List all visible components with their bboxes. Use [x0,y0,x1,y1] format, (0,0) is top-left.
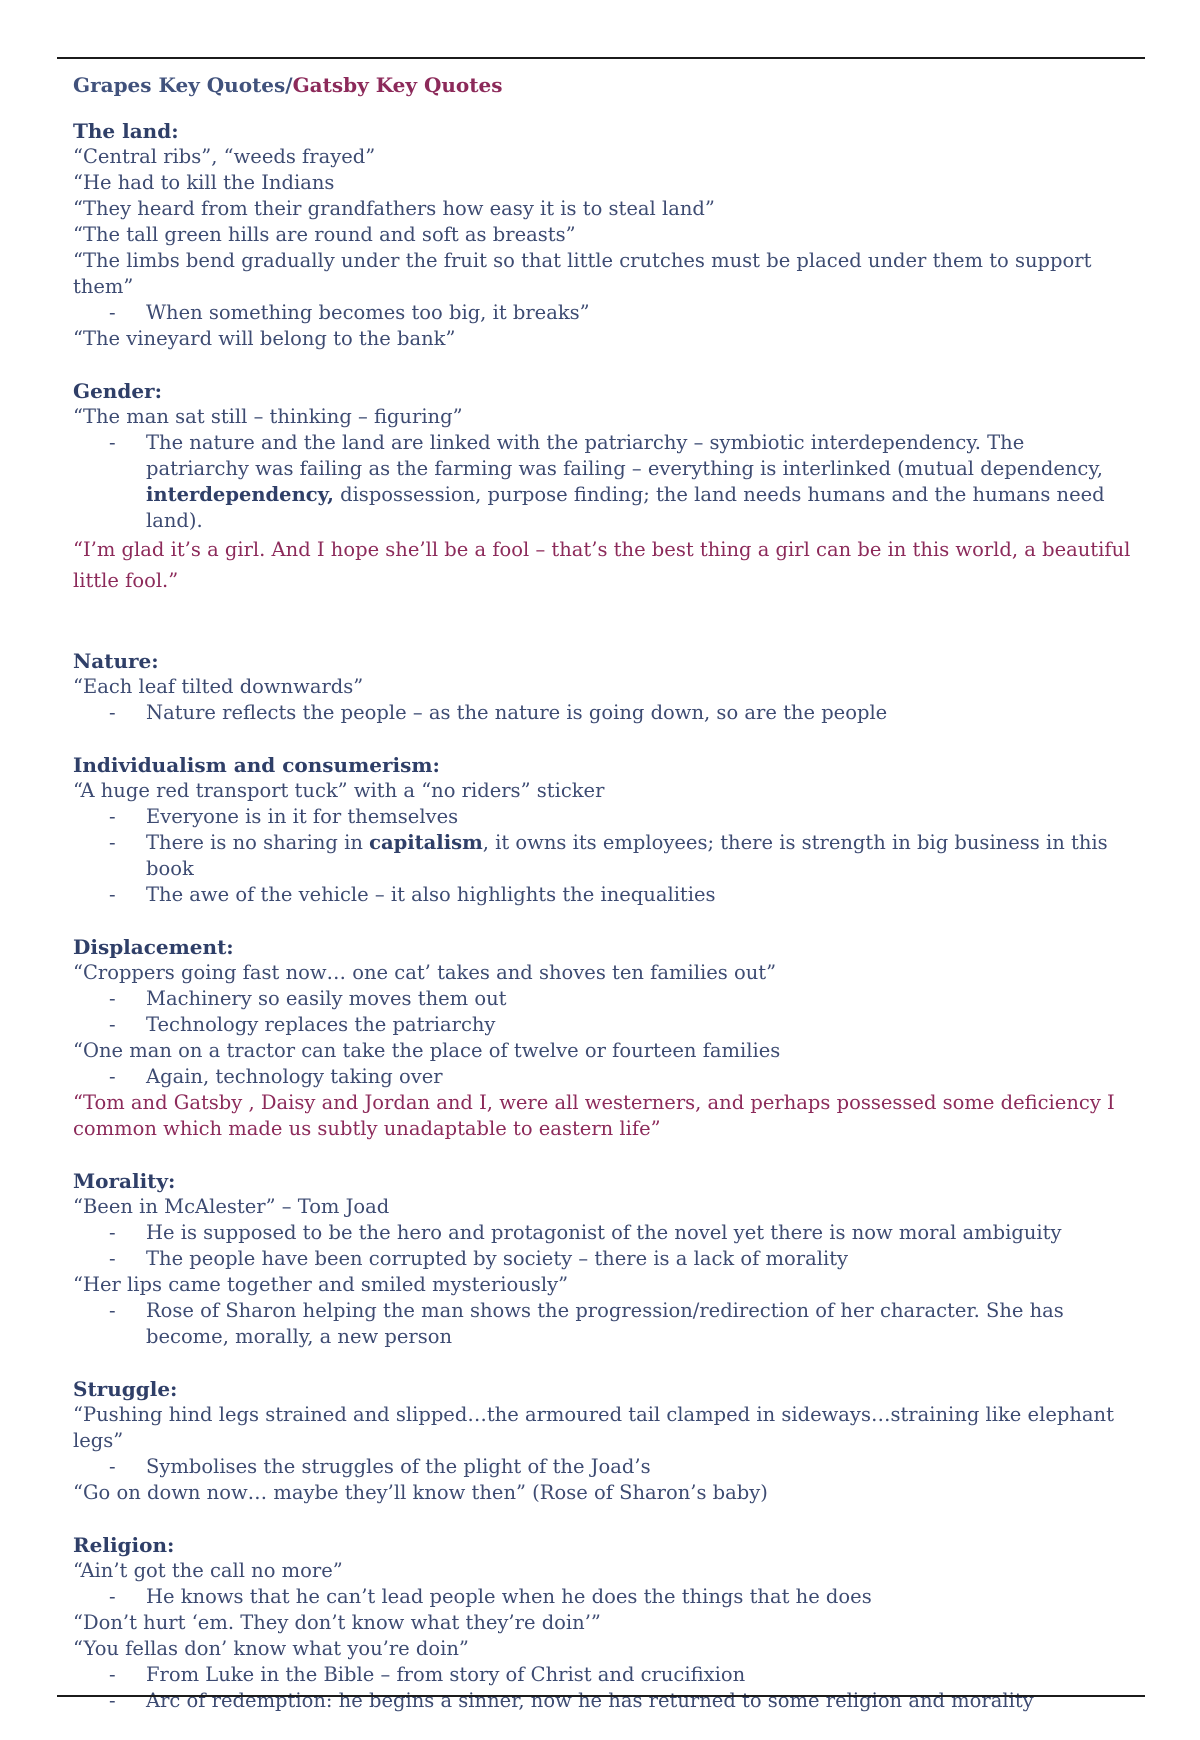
page-title [73,72,1133,98]
section-individualism [73,752,1133,908]
quote: “The man sat still – thinking – figuring” [73,405,463,428]
bullet-note: - When something becomes too big, it breaks” [73,300,1133,326]
bullet-note: - He is supposed to be the hero and protagonist of the novel yet there is now moral ambiguity [73,1220,1133,1246]
section-heading: Individualism and consumerism: [73,753,440,777]
section-heading: Religion: [73,1533,175,1557]
spacer [73,596,1133,622]
section-heading: Morality: [73,1169,176,1193]
bullet-note: - Technology replaces the patriarchy [73,1012,1133,1038]
bullet-note: - From Luke in the Bible – from story of Christ and crucifixion [73,1662,1133,1688]
quote: “Go on down now… maybe they’ll know then” (Rose of Sharon’s baby) [73,1481,768,1504]
quote: “Been in McAlester” – Tom Joad [73,1195,390,1218]
gatsby-quote: “I’m glad it’s a girl. And I hope she’ll be a fool – that’s the best thing a girl can be in this world, a beautiful little fool.” [73,538,1131,592]
gatsby-quote: “Tom and Gatsby , Daisy and Jordan and I, were all westerners, and perhaps possessed some deficiency I common which made us subtly unadaptable to eastern life” [73,1091,1115,1140]
bullet-text: The nature and the land are linked with the patriarchy – symbiotic interdependency. The patriarchy was failing as the farming was failing – everything is interlinked (mutual dependency, [146,431,1103,480]
bullet-note: - The awe of the vehicle – it also highlights the inequalities [73,882,1133,908]
bullet-text: , it owns its employees; there is strength in big business in this book [146,831,1108,880]
document-body [73,72,1133,1740]
bullet-note: - He knows that he can’t lead people when he does the things that he does [73,1584,1133,1610]
section-struggle [73,1376,1133,1506]
quote: “A huge red transport tuck” with a “no riders” sticker [73,779,605,802]
quote: “The limbs bend gradually under the fruit so that little crutches must be placed under them to support them” [73,249,1092,298]
section-displacement [73,934,1133,1142]
section-land [73,118,1133,352]
section-morality [73,1168,1133,1350]
bullet-note: - Symbolises the struggles of the plight of the Joad’s [73,1454,1133,1480]
bullet-note: - Nature reflects the people – as the nature is going down, so are the people [73,700,1133,726]
quote: “Pushing hind legs strained and slipped…the armoured tail clamped in sideways…straining like elephant legs” [73,1403,1114,1452]
bullet-text: dispossession, purpose finding; the land needs humans and the humans need land). [146,483,1105,532]
section-heading: Struggle: [73,1377,178,1401]
quote: “Her lips came together and smiled mysteriously” [73,1273,569,1296]
bold-term: interdependency, [146,483,334,506]
bold-term: capitalism [369,831,483,854]
bullet-note: - Rose of Sharon helping the man shows the progression/redirection of her character. She has become, morally, a new person [73,1298,1133,1350]
quote: “The vineyard will belong to the bank” [73,327,456,350]
quote: “The tall green hills are round and soft as breasts” [73,223,576,246]
bullet-note: - Everyone is in it for themselves [73,804,1133,830]
bullet-note: - Arc of redemption: he begins a sinner, now he has returned to some religion and morality [73,1688,1133,1714]
title-grapes: Grapes Key Quotes/ [73,73,293,97]
bullet-note: - The people have been corrupted by society – there is a lack of morality [73,1246,1133,1272]
bullet-note: - Machinery so easily moves them out [73,986,1133,1012]
section-religion [73,1532,1133,1714]
bottom-rule [57,1695,1145,1697]
quote: “Ain’t got the call no more” [73,1559,343,1582]
section-heading: Nature: [73,649,159,673]
bullet-note [73,830,1133,882]
quote: “Each leaf tilted downwards” [73,675,364,698]
title-gatsby: Gatsby Key Quotes [292,73,503,97]
section-heading: The land: [73,119,179,143]
quote: “Don’t hurt ‘em. They don’t know what they’re doin’” [73,1611,601,1634]
bullet-note: - Again, technology taking over [73,1064,1133,1090]
bullet-note [73,430,1133,534]
top-rule [57,57,1145,59]
quote: “One man on a tractor can take the place of twelve or fourteen families [73,1039,781,1062]
section-nature [73,648,1133,726]
quote: “They heard from their grandfathers how easy it is to steal land” [73,197,715,220]
section-heading: Gender: [73,379,162,403]
section-gender [73,378,1133,622]
section-heading: Displacement: [73,935,234,959]
quote: “Croppers going fast now… one cat’ takes and shoves ten families out” [73,961,777,984]
bullet-text: There is no sharing in [146,831,370,854]
quote: “He had to kill the Indians [73,171,335,194]
quote: “You fellas don’ know what you’re doin” [73,1637,469,1660]
quote: “Central ribs”, “weeds frayed” [73,145,376,168]
